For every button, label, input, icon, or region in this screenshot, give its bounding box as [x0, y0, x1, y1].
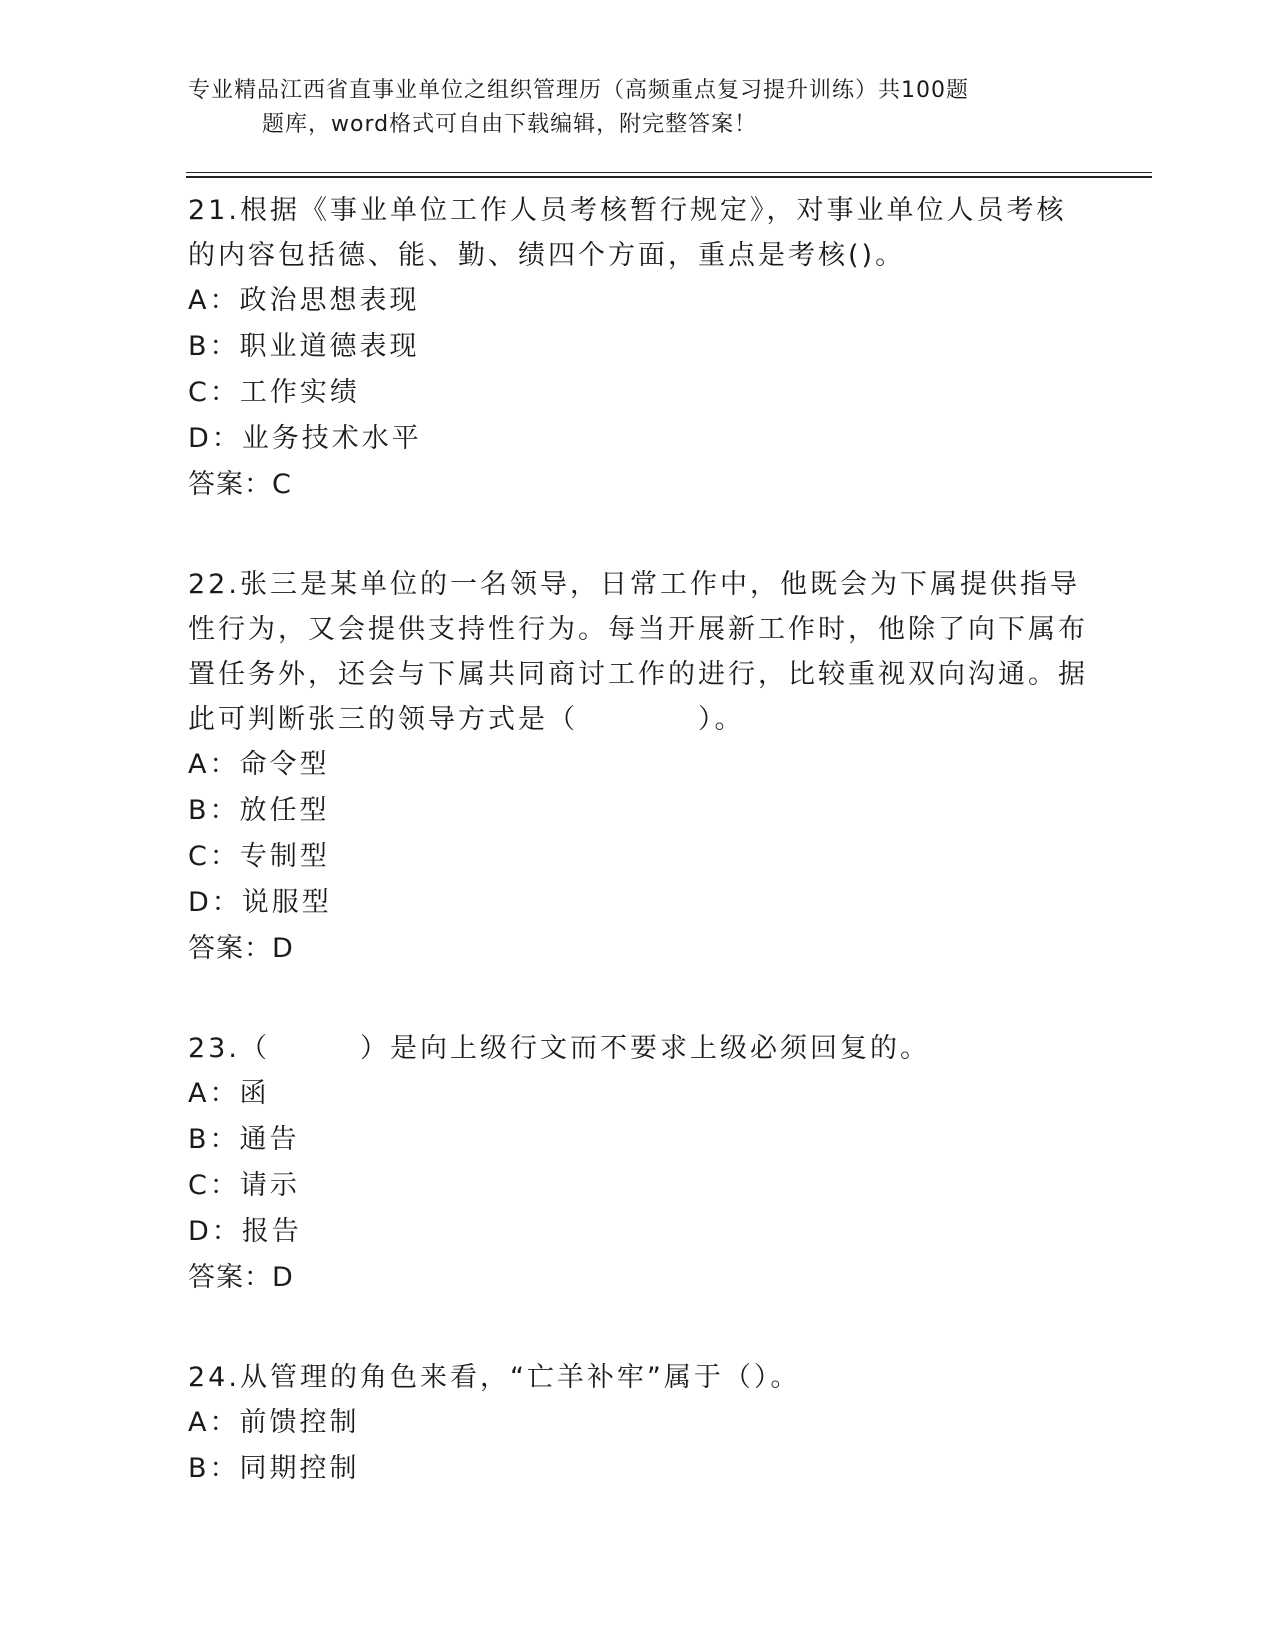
- answer-line: 答案：D: [188, 1262, 294, 1293]
- question-24: [188, 1355, 1088, 1492]
- option-d: D：报告: [188, 1216, 302, 1247]
- header-title-line2: 题库，word格式可自由下载编辑，附完整答案！: [262, 112, 758, 137]
- option-a: A：函: [188, 1078, 270, 1109]
- option-b: B：放任型: [188, 795, 330, 826]
- option-d: D：业务技术水平: [188, 423, 422, 454]
- question-text: 21.根据《事业单位工作人员考核暂行规定》，对事业单位人员考核的内容包括德、能、勤、绩四个方面，重点是考核()。: [188, 195, 1067, 271]
- option-a: A：政治思想表现: [188, 285, 420, 316]
- question-text: 24.从管理的角色来看，“亡羊补牢”属于（）。: [188, 1362, 801, 1393]
- answer-line: 答案：C: [188, 469, 292, 500]
- option-b: B：通告: [188, 1124, 300, 1155]
- option-b: B：同期控制: [188, 1453, 360, 1484]
- header-divider-thin: [186, 172, 1152, 173]
- option-c: C：专制型: [188, 841, 330, 872]
- question-21: [188, 188, 1088, 508]
- answer-line: 答案：D: [188, 933, 294, 964]
- question-22: [188, 562, 1088, 972]
- header-divider-thick: [186, 176, 1152, 178]
- question-text: 23.（ ）是向上级行文而不要求上级必须回复的。: [188, 1033, 930, 1064]
- option-a: A：前馈控制: [188, 1407, 360, 1438]
- option-d: D：说服型: [188, 887, 332, 918]
- header-title-line1: 专业精品江西省直事业单位之组织管理历（高频重点复习提升训练）共100题: [188, 78, 969, 103]
- question-list: [188, 188, 1088, 1546]
- document-header: [188, 74, 1048, 142]
- option-c: C：工作实绩: [188, 377, 360, 408]
- question-23: [188, 1026, 1088, 1301]
- option-b: B：职业道德表现: [188, 331, 420, 362]
- option-a: A：命令型: [188, 749, 330, 780]
- option-c: C：请示: [188, 1170, 300, 1201]
- question-text: 22.张三是某单位的一名领导，日常工作中，他既会为下属提供指导性行为，又会提供支持性行为。每当开展新工作时，他除了向下属布置任务外，还会与下属共同商讨工作的进行，比较重视双向沟通。据此可判断张三的领导方式是（ ）。: [188, 569, 1088, 735]
